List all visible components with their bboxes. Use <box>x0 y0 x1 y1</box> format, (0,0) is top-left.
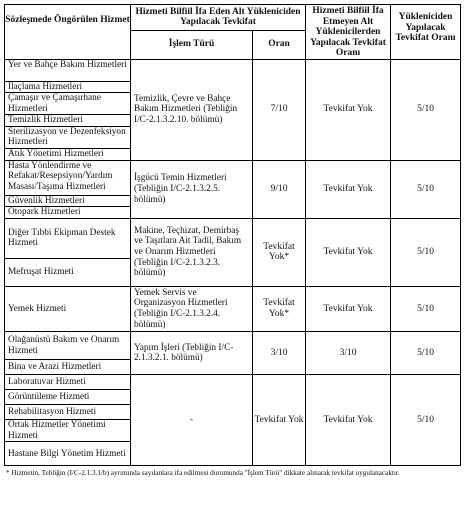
rate-cell: 9/10 <box>253 160 306 218</box>
header-operation-type: İşlem Türü <box>131 30 253 59</box>
not-fulfilled-cell: 3/10 <box>306 332 391 375</box>
not-fulfilled-cell: Tevkifat Yok <box>306 375 391 466</box>
service-cell: Güvenlik Hizmetleri <box>5 195 131 207</box>
contractor-cell: 5/10 <box>391 160 461 218</box>
service-cell: Ortak Hizmetler Yönetimi Hizmeti <box>5 420 131 442</box>
header-contractor: Yükleniciden Yapılacak Tevkifat Oranı <box>391 5 461 60</box>
footnote: * Hizmetin, Tebliğin (I/C-2.1.3.1/b) ayrımında sayılanlara ifa edilmesi durumunda "İşlem Türü" dikkate alınarak tevkifat uygulanacaktır. <box>6 469 400 478</box>
operation-cell: Yemek Servis ve Organizasyon Hizmetleri (Tebliğin I/C-2.1.3.2.4. bölümü) <box>131 286 253 331</box>
service-cell: Diğer Tıbbi Ekipman Destek Hizmeti <box>5 218 131 258</box>
withholding-table <box>4 4 461 466</box>
operation-cell: İşgücü Temin Hizmetleri (Tebliğin I/C-2.1.3.2.5. bölümü) <box>131 160 253 218</box>
service-cell: Hasta Yönlendirme ve Refakat/Resepsiyon/Yardım Masası/Taşıma Hizmetleri <box>5 160 131 195</box>
header-service: Sözleşmede Öngörülen Hizmet <box>5 5 131 60</box>
not-fulfilled-cell: Tevkifat Yok <box>306 286 391 331</box>
header-fulfilled-group: Hizmeti Bilfiil İfa Eden Alt Yükleniciden Yapılacak Tevkifat <box>131 5 306 31</box>
not-fulfilled-cell: Tevkifat Yok <box>306 160 391 218</box>
not-fulfilled-cell: Tevkifat Yok <box>306 218 391 286</box>
service-cell: Yer ve Bahçe Bakım Hizmetleri <box>5 59 131 81</box>
service-cell: Sterilizasyon ve Dezenfeksiyon Hizmetleri <box>5 126 131 148</box>
service-cell: Mefruşat Hizmeti <box>5 258 131 286</box>
rate-cell: 3/10 <box>253 332 306 375</box>
contractor-cell: 5/10 <box>391 59 461 160</box>
service-cell: Olağanüstü Bakım ve Onarım Hizmeti <box>5 332 131 360</box>
operation-cell: Makine, Teçhizat, Demirbaş ve Taşıtlara Ait Tadil, Bakım ve Onarım Hizmetleri (Tebliğin I/C-2.1.3.2.3. bölümü) <box>131 218 253 286</box>
service-cell: Bina ve Arazi Hizmetleri <box>5 360 131 375</box>
operation-cell: - <box>131 375 253 466</box>
rate-cell: Tevkifat Yok* <box>253 218 306 286</box>
contractor-cell: 5/10 <box>391 218 461 286</box>
operation-cell: Yapım İşleri (Tebliğin I/C-2.1.3.2.1. bölümü) <box>131 332 253 375</box>
service-cell: Yemek Hizmeti <box>5 286 131 331</box>
header-not-fulfilled: Hizmeti Bilfiil İfa Etmeyen Alt Yüklenicilerden Yapılacak Tevkifat Oranı <box>306 5 391 60</box>
service-cell: Rehabilitasyon Hizmeti <box>5 405 131 420</box>
service-cell: Laboratuvar Hizmeti <box>5 375 131 390</box>
rate-cell: Tevkifat Yok* <box>253 286 306 331</box>
contractor-cell: 5/10 <box>391 332 461 375</box>
rate-cell: Tevkifat Yok <box>253 375 306 466</box>
operation-cell: Temizlik, Çevre ve Bahçe Bakım Hizmetleri (Tebliğin I/C-2.1.3.2.10. bölümü) <box>131 59 253 160</box>
service-cell: Hastane Bilgi Yönetim Hizmeti <box>5 442 131 466</box>
service-cell: Otopark Hizmetleri <box>5 207 131 219</box>
service-cell: Temizlik Hizmetleri <box>5 115 131 127</box>
contractor-cell: 5/10 <box>391 375 461 466</box>
contractor-cell: 5/10 <box>391 286 461 331</box>
service-cell: Atık Yönetimi Hizmetleri <box>5 149 131 161</box>
service-cell: Çamaşır ve Çamaşırhane Hizmetleri <box>5 93 131 115</box>
document-page <box>4 4 460 478</box>
service-cell: İlaçlama Hizmetleri <box>5 81 131 93</box>
header-rate: Oran <box>253 30 306 59</box>
rate-cell: 7/10 <box>253 59 306 160</box>
service-cell: Görüntüleme Hizmeti <box>5 390 131 405</box>
not-fulfilled-cell: Tevkifat Yok <box>306 59 391 160</box>
